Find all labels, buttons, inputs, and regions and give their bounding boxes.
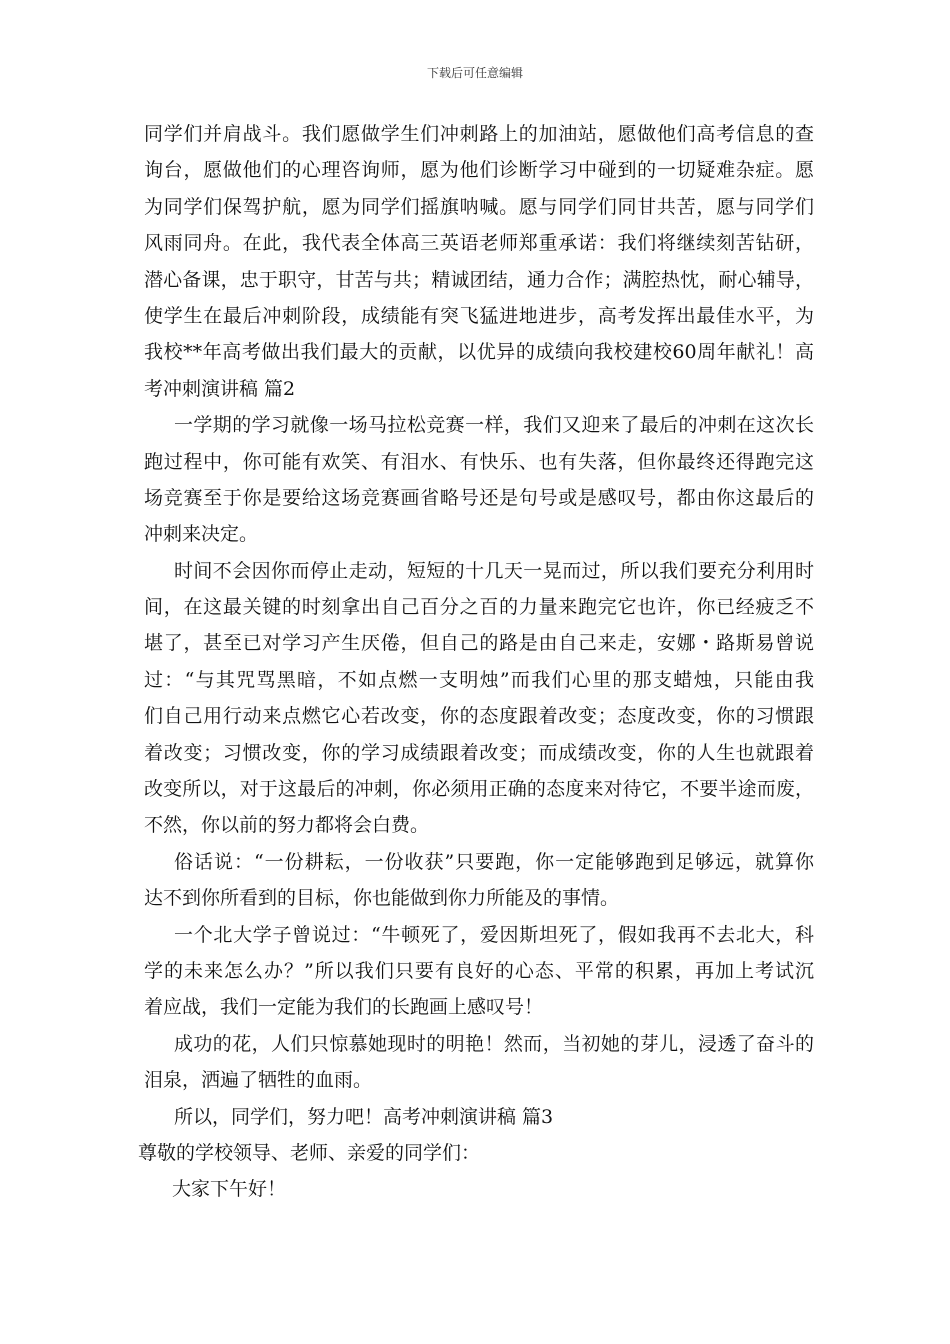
text-line: 间，在这最关键的时刻拿出自己百分之百的力量来跑完它也许，你已经疲乏不 [144,596,814,619]
text-line: 俗话说：“一份耕耘，一份收获”只要跑，你一定能够跑到足够远，就算你 [174,850,814,873]
text-line: 们自己用行动来点燃它心若改变，你的态度跟着改变；态度改变，你的习惯跟 [144,705,814,728]
text-line: 时间不会因你而停止走动，短短的十几天一晃而过，所以我们要充分利用时 [174,559,814,582]
text-line: 冲刺来决定。 [144,523,259,546]
text-line: 询台，愿做他们的心理咨询师，愿为他们诊断学习中碰到的一切疑难杂症。愿 [144,159,814,182]
text-line: 大家下午好！ [172,1178,287,1201]
text-line: 所以，同学们，努力吧！高考冲刺演讲稿 篇3 [174,1105,554,1128]
text-line: 改变所以，对于这最后的冲刺，你必须用正确的态度来对待它，不要半途而废， [144,778,814,801]
text-line: 使学生在最后冲刺阶段，成绩能有突飞猛进地进步，高考发挥出最佳水平，为 [144,304,814,327]
text-line: 场竞赛至于你是要给这场竞赛画省略号还是句号或是感叹号，都由你这最后的 [144,486,814,509]
text-line: 达不到你所看到的目标，你也能做到你力所能及的事情。 [144,887,620,910]
text-line: 学的未来怎么办？”所以我们只要有良好的心态、平常的积累，再加上考试沉 [144,959,814,982]
text-line: 跑过程中，你可能有欢笑、有泪水、有快乐、也有失落，但你最终还得跑完这 [144,450,814,473]
text-line: 泪泉，洒遍了牺牲的血雨。 [144,1069,373,1092]
text-line: 着应战，我们一定能为我们的长跑画上感叹号！ [144,996,544,1019]
text-line: 着改变；习惯改变，你的学习成绩跟着改变；而成绩改变，你的人生也就跟着 [144,741,814,764]
text-line: 考冲刺演讲稿 篇2 [144,377,296,400]
text-line: 尊敬的学校领导、老师、亲爱的同学们： [138,1141,481,1164]
text-line: 潜心备课，忠于职守，甘苦与共；精诚团结，通力合作；满腔热忱，耐心辅导， [144,268,814,291]
text-line: 一个北大学子曾说过：“牛顿死了，爱因斯坦死了，假如我再不去北大，科 [174,923,814,946]
text-line: 过：“与其咒骂黑暗，不如点燃一支明烛”而我们心里的那支蜡烛，只能由我 [144,668,814,691]
text-line: 不然，你以前的努力都将会白费。 [144,814,430,837]
text-line: 风雨同舟。在此，我代表全体高三英语老师郑重承诺：我们将继续刻苦钻研， [144,232,814,255]
text-line: 一学期的学习就像一场马拉松竞赛一样，我们又迎来了最后的冲刺在这次长 [174,414,814,437]
text-line: 同学们并肩战斗。我们愿做学生们冲刺路上的加油站，愿做他们高考信息的查 [144,123,814,145]
text-line: 我校**年高考做出我们最大的贡献，以优异的成绩向我校建校60周年献礼！高 [144,341,814,364]
text-line: 为同学们保驾护航，愿为同学们摇旗呐喊。愿与同学们同甘共苦，愿与同学们 [144,195,814,218]
text-line: 堪了，甚至已对学习产生厌倦，但自己的路是由自己来走，安娜・路斯易曾说 [144,632,814,655]
page-header: 下载后可任意编辑 [426,66,523,80]
text-line: 成功的花，人们只惊慕她现时的明艳！然而，当初她的芽儿，浸透了奋斗的 [174,1032,814,1055]
document-body [138,116,814,1208]
